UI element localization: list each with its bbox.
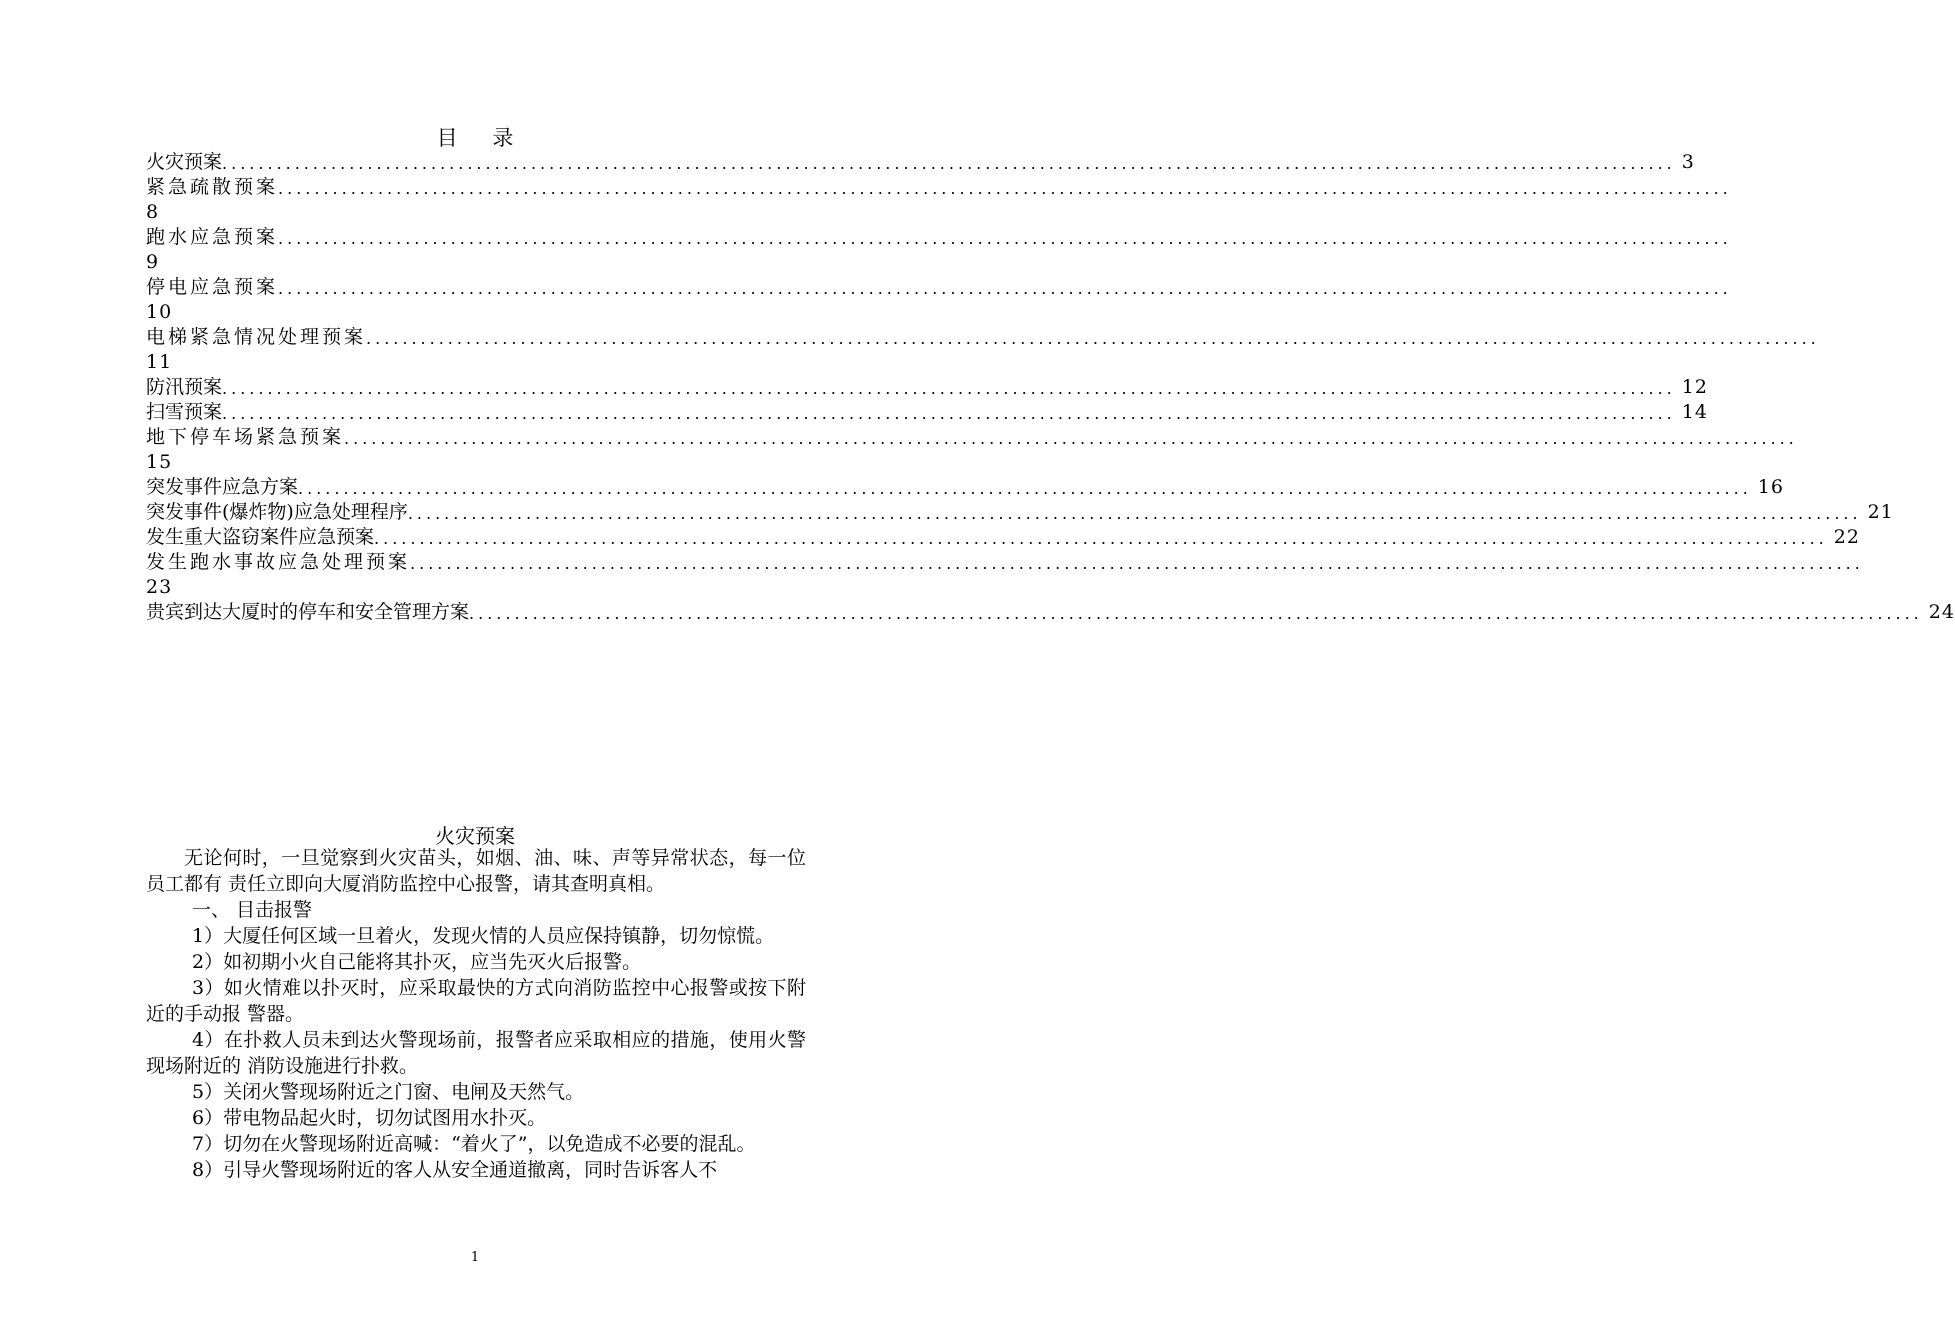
toc-entry-label: 防汛预案	[146, 376, 223, 398]
toc-title: 目 录	[436, 126, 528, 150]
toc-entry-label: 突发事件应急方案	[146, 476, 299, 498]
section-body	[146, 845, 806, 1183]
toc-entry-page: 8	[146, 201, 160, 223]
toc-leader-dots: ................................................................................................................................................................	[407, 504, 1862, 523]
toc-leader-dots: ................................................................................................................................................................	[374, 529, 1828, 548]
toc-leader-dots: ................................................................................................................................................................	[278, 229, 1732, 248]
toc-entry-label: 火灾预案	[146, 151, 223, 173]
toc-entry[interactable]	[146, 550, 1864, 575]
toc-entry-page: 12	[1681, 376, 1708, 398]
toc-entry-page: 10	[146, 301, 173, 323]
toc-entry[interactable]	[146, 325, 1820, 350]
toc-entry-label: 紧急疏散预案	[146, 176, 279, 198]
toc-leader-dots: ................................................................................................................................................................	[278, 279, 1732, 298]
toc-entry-label: 发生跑水事故应急处理预案	[146, 551, 411, 573]
toc-entry[interactable]	[146, 400, 1708, 425]
toc-leader-dots: ................................................................................................................................................................	[278, 179, 1732, 198]
toc-entry[interactable]	[146, 175, 1732, 200]
list-item: 6）带电物品起火时，切勿试图用水扑灭。	[192, 1107, 547, 1129]
intro-paragraph: 无论何时，一旦觉察到火灾苗头，如烟、油、味、声等异常状态，每一位员工都有 责任立即向大厦消防监控中心报警，请其查明真相。	[146, 847, 806, 895]
list-item: 3）如火情难以扑灭时，应采取最快的方式向消防监控中心报警或按下附近的手动报 警器。	[146, 977, 806, 1025]
toc-entry-page: 15	[146, 451, 173, 473]
toc-leader-dots: ................................................................................................................................................................	[222, 379, 1676, 398]
list-item: 1）大厦任何区域一旦着火，发现火情的人员应保持镇静，切勿惊慌。	[192, 925, 775, 947]
toc-entry-label: 扫雪预案	[146, 401, 223, 423]
toc-entry[interactable]	[146, 425, 1798, 450]
toc-leader-dots: ................................................................................................................................................................	[344, 429, 1798, 448]
section-heading: 一、 目击报警	[192, 899, 313, 921]
list-item: 7）切勿在火警现场附近高喊：“着火了”，以免造成不必要的混乱。	[192, 1133, 756, 1155]
page-number: 1	[470, 1250, 480, 1265]
toc-leader-dots: ................................................................................................................................................................	[410, 554, 1864, 573]
toc-entry-label: 地下停车场紧急预案	[146, 426, 345, 448]
toc-entry[interactable]	[146, 500, 1894, 525]
toc-leader-dots: ................................................................................................................................................................	[222, 404, 1676, 423]
toc-entry-page: 22	[1833, 526, 1860, 548]
list-item: 2）如初期小火自己能将其扑灭，应当先灭火后报警。	[192, 951, 642, 973]
toc-entry[interactable]	[146, 375, 1708, 400]
toc-entry[interactable]	[146, 475, 1784, 500]
toc-entry-page: 16	[1757, 476, 1784, 498]
toc-leader-dots: ................................................................................................................................................................	[366, 329, 1820, 348]
toc-entry-page: 21	[1867, 501, 1894, 523]
toc-entry-page: 3	[1681, 151, 1695, 173]
list-item: 5）关闭火警现场附近之门窗、电闸及天然气。	[192, 1081, 585, 1103]
item-list	[146, 923, 806, 1183]
toc-entry[interactable]	[146, 600, 1955, 625]
toc-entry-page: 9	[146, 251, 160, 273]
list-item: 4）在扑救人员未到达火警现场前，报警者应采取相应的措施，使用火警现场附近的 消防设施进行扑救。	[146, 1029, 806, 1077]
toc-entry-label: 停电应急预案	[146, 276, 279, 298]
toc-entry-page: 14	[1681, 401, 1708, 423]
toc-entry[interactable]	[146, 150, 1695, 175]
toc-leader-dots: ................................................................................................................................................................	[469, 604, 1923, 623]
toc-entry[interactable]	[146, 275, 1732, 300]
toc-entry-label: 突发事件(爆炸物)应急处理程序	[146, 501, 408, 523]
toc-entry-label: 发生重大盗窃案件应急预案	[146, 526, 375, 548]
list-item: 8）引导火警现场附近的客人从安全通道撤离，同时告诉客人不	[192, 1159, 718, 1181]
toc-entry-page: 11	[146, 351, 173, 373]
toc-leader-dots: ................................................................................................................................................................	[222, 154, 1676, 173]
table-of-contents	[146, 150, 1955, 625]
toc-entry-label: 跑水应急预案	[146, 226, 279, 248]
toc-entry-page: 23	[146, 576, 173, 598]
toc-entry[interactable]	[146, 225, 1732, 250]
toc-entry-page: 24	[1928, 601, 1955, 623]
toc-entry[interactable]	[146, 525, 1860, 550]
toc-leader-dots: ................................................................................................................................................................	[298, 479, 1752, 498]
section-title: 火灾预案	[435, 824, 515, 848]
toc-entry-label: 电梯紧急情况处理预案	[146, 326, 367, 348]
toc-entry-label: 贵宾到达大厦时的停车和安全管理方案	[146, 601, 470, 623]
